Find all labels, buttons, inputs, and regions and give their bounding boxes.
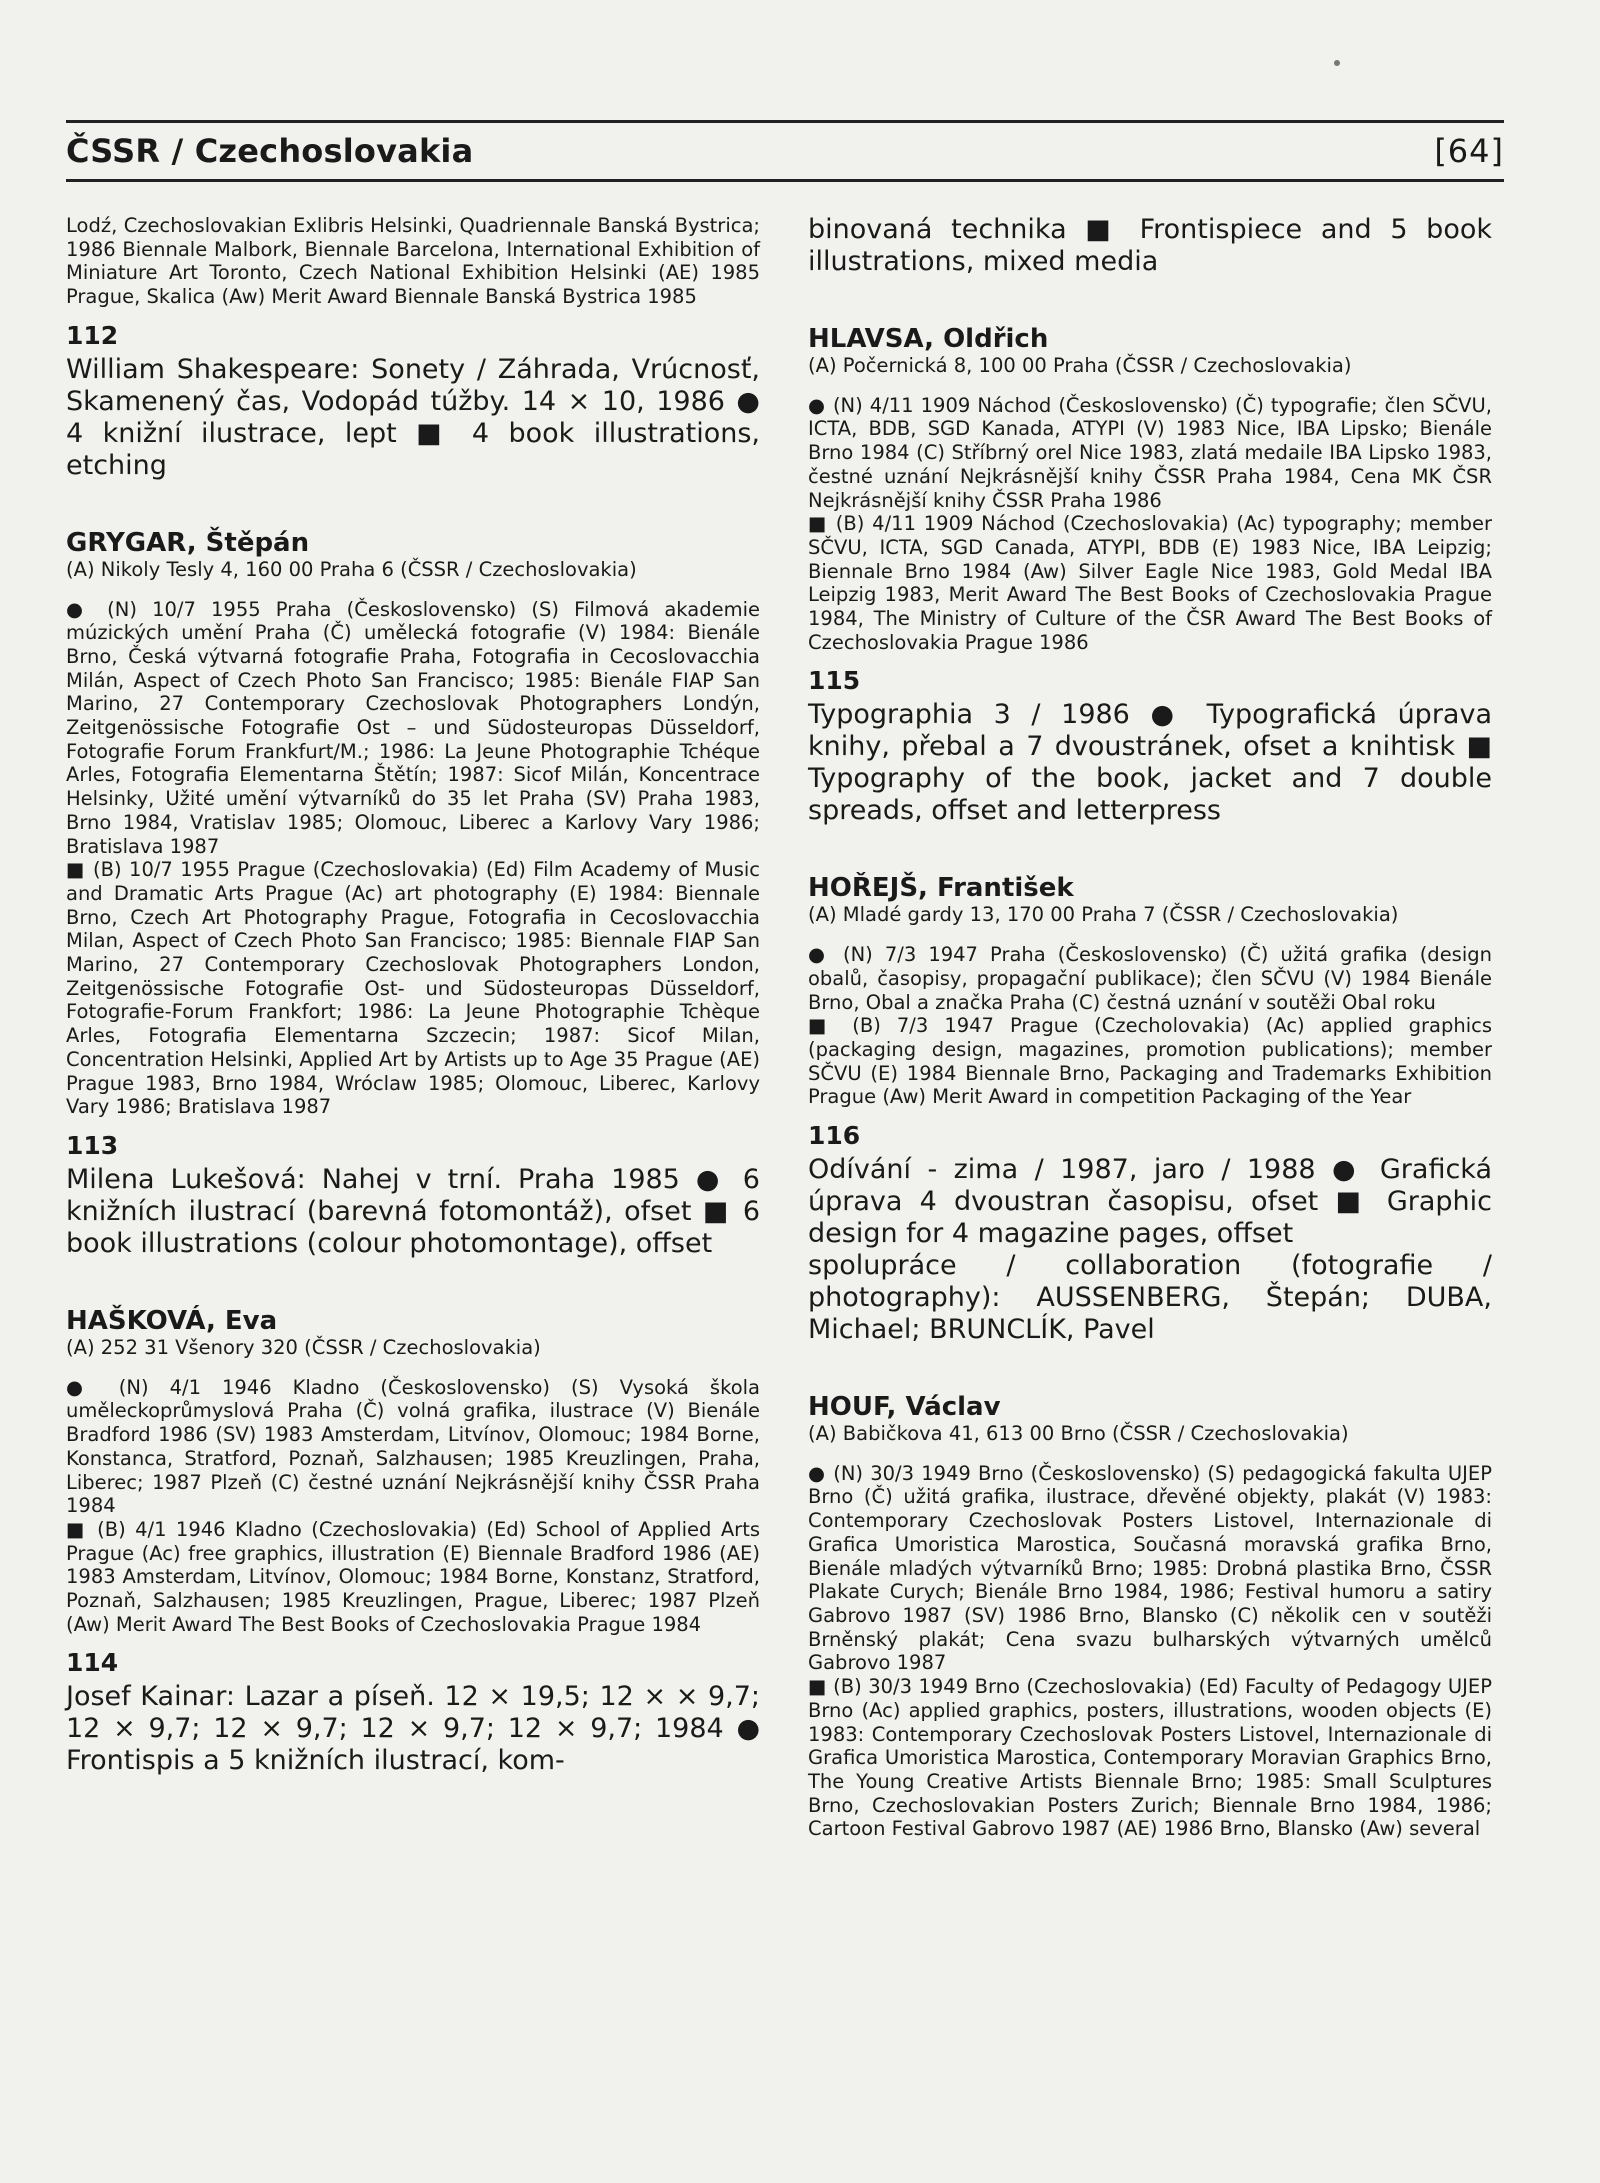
left-column <box>66 214 760 1777</box>
right-column <box>808 214 1492 1841</box>
artist-address-horejs: (A) Mladé gardy 13, 170 00 Praha 7 (ČSSR / Czechoslovakia) <box>808 903 1399 927</box>
item-112-description: William Shakespeare: Sonety / Záhrada, Vrúcnosť, Skamenený čas, Vodopád túžby. 14 × 10, 1986 ● 4 knižní ilustrace, lept ■ 4 book illustrations, etching <box>66 353 760 481</box>
item-113-description: Milena Lukešová: Nahej v trní. Praha 1985 ● 6 knižních ilustrací (barevná fotomontáž), ofset ■ 6 book illustrations (colour photomontage), offset <box>66 1163 760 1259</box>
artist-name-haskova: HAŠKOVÁ, Eva <box>66 1305 278 1336</box>
artist-bio-english-grygar: ■ (B) 10/7 1955 Prague (Czechoslovakia) (Ed) Film Academy of Music and Dramatic Arts Prague (Ac) art photography (E) 1984: Biennale Brno, Czech Art Photography Prague, Fotografia in Cecoslovacchia Milan, Aspect of Czech Photo San Francisco; 1985: Biennale FIAP San Marino, 27 Contemporary Czechoslovak Photographers London, Zeitgenössische Fotografie Ost- und Südosteuropas Düsseldorf, Fotografie-Forum Frankfort; 1986: La Jeune Photographie Tchèque Arles, Fotografia Elementarna Szczecin; 1987: Sicof Milan, Concentration Helsinki, Applied Art by Artists up to Age 35 Prague (AE) Prague 1983, Brno 1984, Wróclaw 1985; Olomouc, Liberec, Karlovy Vary 1986; Bratislava 1987 <box>66 858 760 1119</box>
artist-name-grygar: GRYGAR, Štěpán <box>66 527 310 558</box>
artist-bio-czech-houf: ● (N) 30/3 1949 Brno (Československo) (S) pedagogická fakulta UJEP Brno (Č) užitá grafika, ilustrace, dřevěné objekty, plakát (V) 1983: Contemporary Czechoslovak Posters Listovel, Internazionale di Grafica Umoristica Marostica, Současná moravská grafika Brno, Bienále mladých výtvarníků Brno; 1985: Drobná plastika Brno, ČSSR Plakate Curych; Bienále Brno 1984, 1986; Festival humoru a satiry Gabrovo 1987 (SV) 1986 Brno, Blansko (C) několik cen v soutěži Brněnský plakát; Cena svazu bulharských výtvarných umělců Gabrovo 1987 <box>808 1461 1492 1675</box>
artist-bio-english-haskova: ■ (B) 4/1 1946 Kladno (Czechoslovakia) (Ed) School of Applied Arts Prague (Ac) free graphics, illustration (E) Biennale Bradford 1986 (AE) 1983 Amsterdam, Litvínov, Olomouc; 1984 Borne, Konstanz, Stratford, Poznaň, Salzhausen; 1985 Kreuzlingen, Prague, Liberec; 1987 Plzeň (Aw) Merit Award The Best Books of Czechoslovakia Prague 1984 <box>66 1517 760 1636</box>
artist-address-houf: (A) Babičkova 41, 613 00 Brno (ČSSR / Czechoslovakia) <box>808 1422 1349 1446</box>
item-114-continuation: binovaná technika ■ Frontispiece and 5 book illustrations, mixed media <box>808 214 1492 277</box>
item-115-description: Typographia 3 / 1986 ● Typografická úprava knihy, přebal a 7 dvoustránek, ofset a knihtisk ■ Typography of the book, jacket and 7 double spreads, offset and letterpress <box>808 699 1492 827</box>
item-number-116: 116 <box>808 1121 861 1151</box>
artist-name-horejs: HOŘEJŠ, František <box>808 873 1074 904</box>
page-header <box>66 120 1504 182</box>
page-number: [64] <box>1434 132 1504 170</box>
print-speck <box>1334 60 1340 66</box>
item-number-114: 114 <box>66 1648 119 1678</box>
artist-name-houf: HOUF, Václav <box>808 1392 1001 1423</box>
artist-bio-english-houf: ■ (B) 30/3 1949 Brno (Czechoslovakia) (Ed) Faculty of Pedagogy UJEP Brno (Ac) applied graphics, posters, illustrations, wooden objects (E) 1983: Contemporary Czechoslovak Posters Listovel, Internazionale di Grafica Umoristica Marostica, Contemporary Moravian Graphics Brno, The Young Creative Artists Biennale Brno; 1985: Small Sculptures Brno, Czechoslovakian Posters Zurich; Biennale Brno 1984, 1986; Cartoon Festival Gabrovo 1987 (AE) 1986 Brno, Blansko (Aw) several <box>808 1675 1492 1841</box>
item-116-description: Odívání - zima / 1987, jaro / 1988 ● Grafická úprava 4 dvoustran časopisu, ofset ■ Graphic design for 4 magazine pages, offset spolupráce / collaboration (fotografie / photography): AUSSENBERG, Štepán; DUBA, Michael; BRUNCLÍK, Pavel <box>808 1154 1492 1346</box>
artist-bio-czech-horejs: ● (N) 7/3 1947 Praha (Československo) (Č) užitá grafika (design obalů, časopisy, propagační publikace); člen SČVU (V) 1984 Bienále Brno, Obal a značka Praha (C) čestná uznání v soutěži Obal roku <box>808 943 1492 1014</box>
item-114-description: Josef Kainar: Lazar a píseň. 12 × 19,5; 12 × × 9,7; 12 × 9,7; 12 × 9,7; 12 × 9,7; 12 × 9,7; 1984 ● Frontispis a 5 knižních ilustrací, kom- <box>66 1681 760 1777</box>
item-number-113: 113 <box>66 1130 119 1160</box>
section-title: ČSSR / Czechoslovakia <box>66 132 474 170</box>
artist-bio-czech-hlavsa: ● (N) 4/11 1909 Náchod (Československo) (Č) typografie; člen SČVU, ICTA, BDB, SGD Kanada, ATYPI (V) 1983 Nice, IBA Lipsko; Bienále Brno 1984 (C) Stříbrný orel Nice 1983, zlatá medaile IBA Lipsko 1983, čestné uznání Nejkrásnější knihy ČSSR Praha 1984, Cena MK ČSR Nejkrásnější knihy ČSSR Praha 1986 <box>808 393 1492 512</box>
artist-bio-czech-haskova: ● (N) 4/1 1946 Kladno (Československo) (S) Vysoká škola uměleckoprůmyslová Praha (Č) volná grafika, ilustrace (V) Bienále Bradford 1986 (SV) 1983 Amsterdam, Litvínov, Olomouc; 1984 Borne, Konstanca, Stratford, Poznaň, Salzhausen; 1985 Kreuzlingen, Praha, Liberec; 1987 Plzeň (C) čestné uznání Nejkrásnější knihy ČSSR Praha 1984 <box>66 1375 760 1518</box>
item-number-115: 115 <box>808 666 861 696</box>
artist-bio-czech-grygar: ● (N) 10/7 1955 Praha (Československo) (S) Filmová akademie múzických umění Praha (Č) umělecká fotografie (V) 1984: Bienále Brno, Česká výtvarná fotografie Praha, Fotografia in Cecoslovacchia Milán, Aspect of Czech Photo San Francisco; 1985: Bienále FIAP San Marino, 27 Contemporary Czechoslovak Photographers Londýn, Zeitgenössische Fotografie Ost – und Südosteuropas Düsseldorf, Fotografie Forum Frankfurt/M.; 1986: La Jeune Photographie Tchéque Arles, Fotografia Elementarna Štětín; 1987: Sicof Milán, Koncentrace Helsinky, Užité umění výtvarníků do 35 let Praha (SV) Praha 1983, Brno 1984, Vratislav 1985; Olomouc, Liberec a Karlovy Vary 1986; Bratislava 1987 <box>66 597 760 858</box>
artist-bio-english-horejs: ■ (B) 7/3 1947 Prague (Czecholovakia) (Ac) applied graphics (packaging design, magazines, promotion publications); member SČVU (E) 1984 Biennale Brno, Packaging and Trademarks Exhibition Prague (Aw) Merit Award in competition Packaging of the Year <box>808 1014 1492 1109</box>
artist-address-grygar: (A) Nikoly Tesly 4, 160 00 Praha 6 (ČSSR / Czechoslovakia) <box>66 557 637 581</box>
artist-bio-english-hlavsa: ■ (B) 4/11 1909 Náchod (Czechoslovakia) (Ac) typography; member SČVU, ICTA, SGD Canada, ATYPI, BDB (E) 1983 Nice, IBA Leipzig; Biennale Brno 1984 (Aw) Silver Eagle Nice 1983, Gold Medal IBA Leipzig 1983, Merit Award The Best Books of Czechoslovakia Prague 1984, The Ministry of Culture of the ČSR Award The Best Books of Czechoslovakia Prague 1986 <box>808 512 1492 654</box>
item-number-112: 112 <box>66 320 119 350</box>
artist-name-hlavsa: HLAVSA, Oldřich <box>808 324 1049 354</box>
continued-entry-text: Lodź, Czechoslovakian Exlibris Helsinki, Quadriennale Banská Bystrica; 1986 Biennale Malbork, Biennale Barcelona, International Exhibition of Miniature Art Toronto, Czech National Exhibition Helsinki (AE) 1985 Prague, Skalica (Aw) Merit Award Biennale Banská Bystrica 1985 <box>66 214 760 309</box>
artist-address-haskova: (A) 252 31 Všenory 320 (ČSSR / Czechoslovakia) <box>66 1335 541 1359</box>
artist-address-hlavsa: (A) Počernická 8, 100 00 Praha (ČSSR / Czechoslovakia) <box>808 354 1352 377</box>
